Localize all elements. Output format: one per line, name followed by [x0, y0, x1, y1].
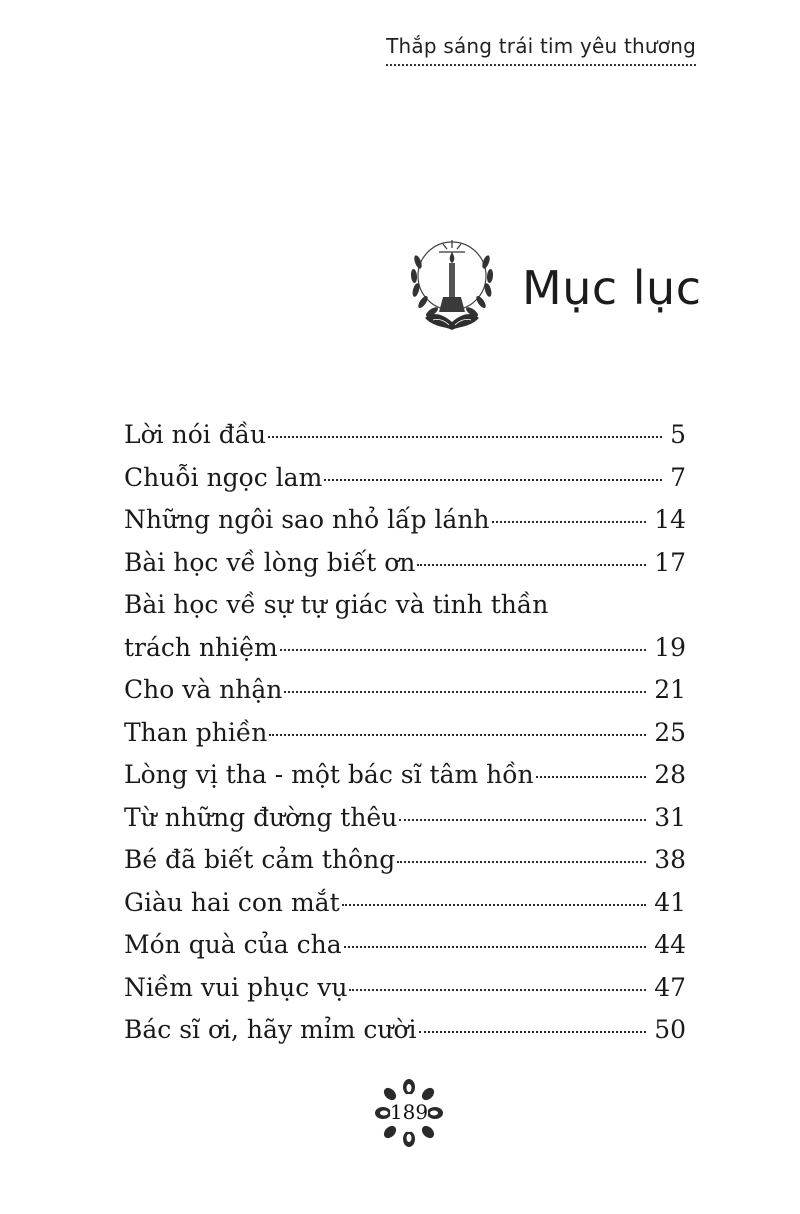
dot-leader [280, 649, 647, 651]
toc-entry-page: 7 [670, 462, 686, 492]
toc-entry-title: Giàu hai con mắt [124, 887, 340, 917]
toc-entry-page: 28 [654, 760, 686, 789]
toc-entry-title: Than phiền [124, 717, 268, 747]
toc-entry [124, 590, 686, 675]
dot-leader [344, 946, 647, 948]
page-number-ornament [374, 1078, 444, 1148]
page-title: Mục lục [522, 261, 702, 315]
dot-leader [399, 819, 646, 821]
toc-entry [124, 463, 686, 506]
toc-entry [124, 803, 686, 846]
toc-entry-title: Cho và nhận [124, 675, 283, 704]
toc-entry [124, 675, 686, 718]
page-number: 189 [389, 1100, 429, 1124]
toc-entry-title: Chuỗi ngọc lam [124, 462, 323, 492]
toc-entry-page: 14 [654, 505, 686, 534]
toc-entry-page: 19 [654, 632, 686, 662]
dot-leader [397, 861, 646, 863]
toc-entry-title: Niềm vui phục vụ [124, 972, 348, 1002]
dot-leader [492, 521, 647, 523]
toc-entry-page: 21 [654, 675, 686, 704]
toc-entry [124, 973, 686, 1016]
toc-entry [124, 505, 686, 548]
toc-entry-title: Lời nói đầu [124, 420, 267, 449]
toc-entry [124, 420, 686, 463]
toc-entry [124, 845, 686, 888]
toc-entry-page: 38 [654, 845, 686, 874]
toc-entry [124, 718, 686, 761]
toc-entry-page: 17 [654, 547, 686, 577]
toc-entry [124, 548, 686, 591]
toc-entry [124, 760, 686, 803]
toc-entry-page: 5 [670, 420, 686, 449]
toc-entry-page: 50 [654, 1015, 686, 1044]
toc-entry [124, 888, 686, 931]
dot-leader [284, 691, 646, 693]
toc-entry [124, 930, 686, 973]
toc-entry [124, 1015, 686, 1058]
dot-leader [417, 564, 646, 566]
toc-entry-title: Bài học về lòng biết ơn [124, 547, 416, 577]
dot-leader [324, 479, 662, 481]
dot-leader [269, 734, 646, 736]
toc-entry-page: 47 [654, 972, 686, 1002]
toc-entry-page: 31 [654, 802, 686, 832]
toc-entry-title: Bác sĩ ơi, hãy mỉm cười [124, 1015, 417, 1044]
toc-entry-page: 44 [654, 930, 686, 959]
toc-entry-title: Từ những đường thêu [124, 802, 398, 832]
toc-entry-title: Bài học về sự tự giác và tinh thần [124, 590, 549, 619]
dot-leader [268, 436, 662, 438]
toc-entry-title: Bé đã biết cảm thông [124, 845, 396, 874]
toc-entry-title: Món quà của cha [124, 930, 342, 959]
toc-entry-title: Lòng vị tha - một bác sĩ tâm hồn [124, 760, 534, 789]
table-of-contents [124, 420, 686, 1058]
toc-entry-continuation-line [124, 633, 686, 676]
title-block [405, 232, 701, 334]
toc-entry-continuation: trách nhiệm [124, 632, 278, 662]
running-header: Thắp sáng trái tim yêu thương [386, 34, 696, 66]
candle-wreath-icon [405, 232, 500, 334]
dot-leader [419, 1031, 647, 1033]
toc-entry-title: Những ngôi sao nhỏ lấp lánh [124, 505, 490, 534]
dot-leader [349, 989, 646, 991]
dot-leader [536, 776, 647, 778]
toc-entry-page: 41 [654, 887, 686, 917]
dot-leader [342, 904, 647, 906]
toc-entry-page: 25 [654, 717, 686, 747]
